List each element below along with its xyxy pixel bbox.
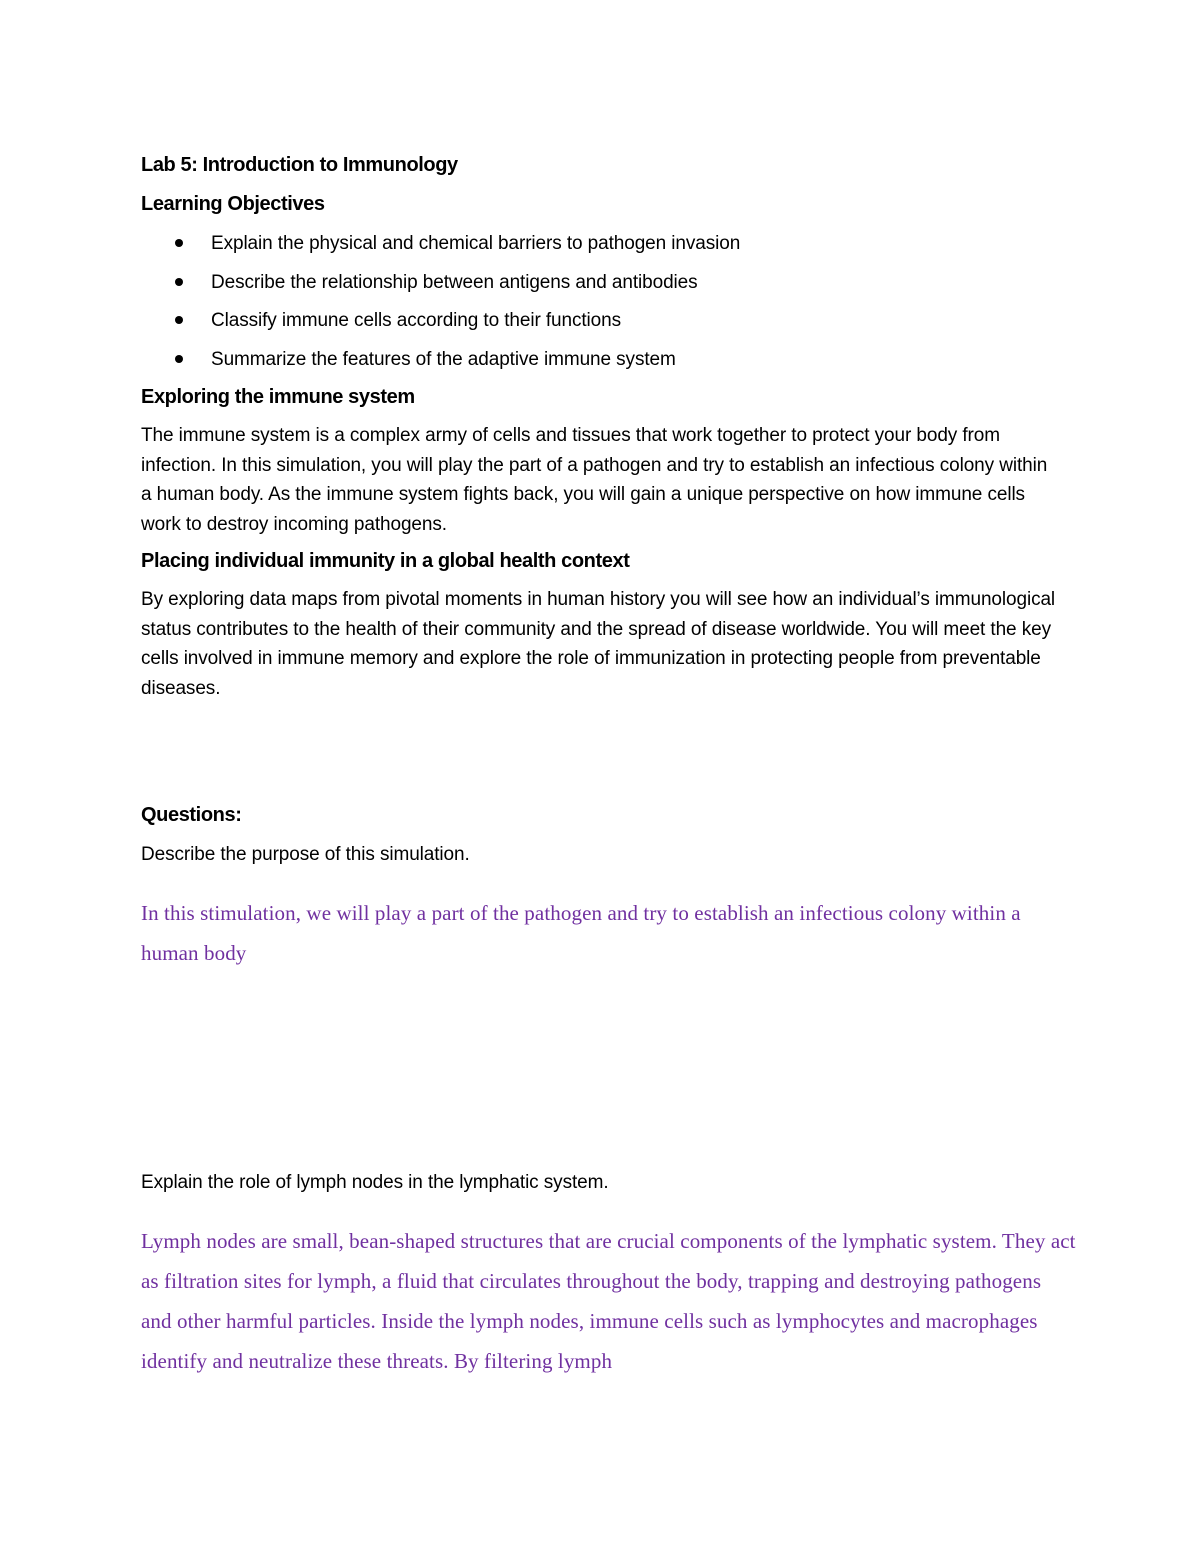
question-2: Explain the role of lymph nodes in the lymphatic system. — [141, 1172, 609, 1193]
learning-objectives-list — [141, 232, 1121, 386]
learning-objectives-heading: Learning Objectives — [141, 193, 325, 215]
document-title: Lab 5: Introduction to Immunology — [141, 154, 458, 176]
list-item — [141, 271, 1121, 310]
list-item — [141, 232, 1121, 271]
objective-text: Classify immune cells according to their functions — [211, 310, 622, 331]
question-1: Describe the purpose of this simulation. — [141, 844, 470, 865]
bullet-icon — [175, 239, 183, 247]
list-item — [141, 348, 1121, 387]
exploring-paragraph: The immune system is a complex army of cells and tissues that work together to protect your body from infection. In this simulation, you will play the part of a pathogen and try to establish an infectious colony within a human body. As the immune system fights back, you will gain a unique perspective on how immune cells work to destroy incoming pathogens. — [141, 425, 1048, 535]
global-health-heading: Placing individual immunity in a global health context — [141, 550, 630, 572]
list-item — [141, 309, 1121, 348]
bullet-icon — [175, 355, 183, 363]
objective-text: Describe the relationship between antigens and antibodies — [211, 271, 698, 293]
answer-1: In this stimulation, we will play a part of the pathogen and try to establish an infectious colony within a human body — [141, 901, 1021, 965]
bullet-icon — [175, 278, 183, 286]
global-health-paragraph: By exploring data maps from pivotal moments in human history you will see how an individual’s immunological status contributes to the health of their community and the spread of disease worldwide. You will meet the key cells involved in immune memory and explore the role of immunization in protecting people from preventable diseases. — [141, 589, 1056, 699]
exploring-heading: Exploring the immune system — [141, 386, 415, 408]
bullet-icon — [175, 316, 183, 324]
answer-2: Lymph nodes are small, bean-shaped structures that are crucial components of the lymphatic system. They act as filtration sites for lymph, a fluid that circulates throughout the body, trapping and destroying pathogens and other harmful particles. Inside the lymph nodes, immune cells such as lymphocytes and macrophages identify and neutralize these threats. By filtering lymph — [141, 1229, 1076, 1373]
questions-heading: Questions: — [141, 804, 242, 826]
objective-text: Summarize the features of the adaptive immune system — [211, 348, 676, 370]
objective-text: Explain the physical and chemical barriers to pathogen invasion — [211, 233, 741, 254]
